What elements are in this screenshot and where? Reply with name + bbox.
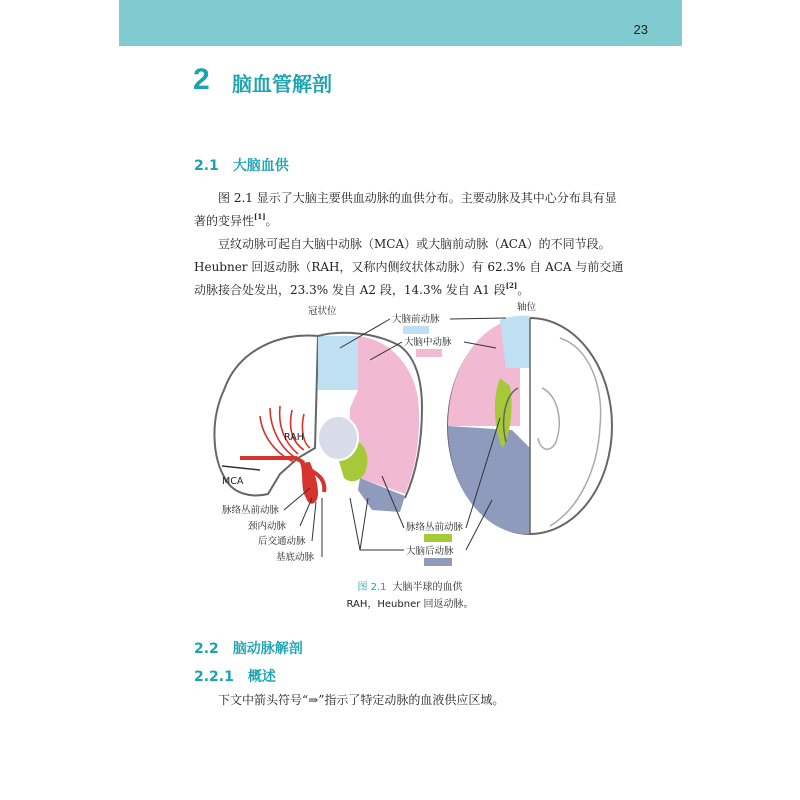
achoroidal-legend-swatch	[424, 534, 452, 542]
paragraph-3: 下文中箭头符号“⇒”指示了特定动脉的血液供应区域。	[218, 693, 505, 707]
axial-label: 轴位	[517, 302, 537, 313]
body-text-1	[194, 187, 624, 302]
figure-caption	[200, 578, 620, 593]
figure-2-1	[200, 298, 620, 573]
paragraph-end: 。	[265, 214, 278, 228]
left-label-3: 后交通动脉	[258, 536, 306, 547]
mca-legend-label: 大脑中动脉	[404, 337, 452, 348]
coronal-section	[214, 333, 422, 512]
paragraph-2	[194, 233, 624, 302]
left-label-1: 脉络丛前动脉	[222, 505, 280, 516]
paragraph-end: 。	[517, 283, 530, 297]
coronal-label: 冠状位	[308, 306, 337, 317]
section-number: 2.2	[194, 641, 219, 657]
header-bar	[119, 0, 682, 46]
mca-label: MCA	[222, 476, 244, 487]
mca-legend-swatch	[416, 349, 442, 357]
section-number: 2.1	[194, 158, 219, 174]
rah-label: RAH	[284, 432, 304, 443]
page-number: 23	[633, 22, 648, 37]
section-title: 脑动脉解剖	[232, 641, 303, 657]
section-heading-2-1	[194, 155, 289, 175]
left-label-4: 基底动脉	[276, 552, 315, 563]
paragraph-text: 豆纹动脉可起自大脑中动脉（MCA）或大脑前动脉（ACA）的不同节段。Heubner 回返动脉（RAH，又称内侧纹状体动脉）有 62.3% 自 ACA 与前交通动脉接合处发出，23.3% 发自 A2 段，14.3% 发自 A1 段	[194, 237, 624, 297]
internal-carotid	[300, 462, 318, 504]
achoroidal-legend-label: 脉络丛前动脉	[406, 522, 464, 533]
body-text-2	[194, 689, 624, 712]
citation-ref[interactable]: [1]	[254, 212, 266, 221]
figure-title: 大脑半球的血供	[392, 582, 463, 593]
paragraph-1	[194, 187, 624, 233]
aca-territory-coronal	[318, 336, 358, 390]
figure-note: RAH，Heubner 回返动脉。	[346, 599, 474, 610]
chapter-title: 脑血管解剖	[232, 72, 332, 96]
chapter-number: 2	[193, 63, 210, 96]
left-label-2: 颈内动脉	[248, 521, 287, 532]
brain-blood-supply-diagram	[200, 298, 620, 573]
pca-territory-axial	[448, 426, 530, 534]
aca-legend-label: 大脑前动脉	[392, 314, 440, 325]
axial-section	[448, 316, 612, 534]
citation-ref[interactable]: [2]	[505, 281, 518, 290]
section-title: 大脑血供	[232, 158, 289, 174]
section-title: 概述	[247, 669, 276, 685]
aca-legend-swatch	[403, 326, 429, 334]
section-number: 2.2.1	[194, 669, 234, 685]
figure-label: 图 2.1	[357, 582, 387, 593]
pca-legend-swatch	[424, 558, 452, 566]
section-heading-2-2	[194, 638, 303, 658]
pca-legend-label: 大脑后动脉	[406, 546, 454, 557]
section-heading-2-2-1	[194, 666, 276, 686]
paragraph-text: 图 2.1 显示了大脑主要供血动脉的血供分布。主要动脉及其中心分布具有显著的变异性	[194, 191, 617, 228]
